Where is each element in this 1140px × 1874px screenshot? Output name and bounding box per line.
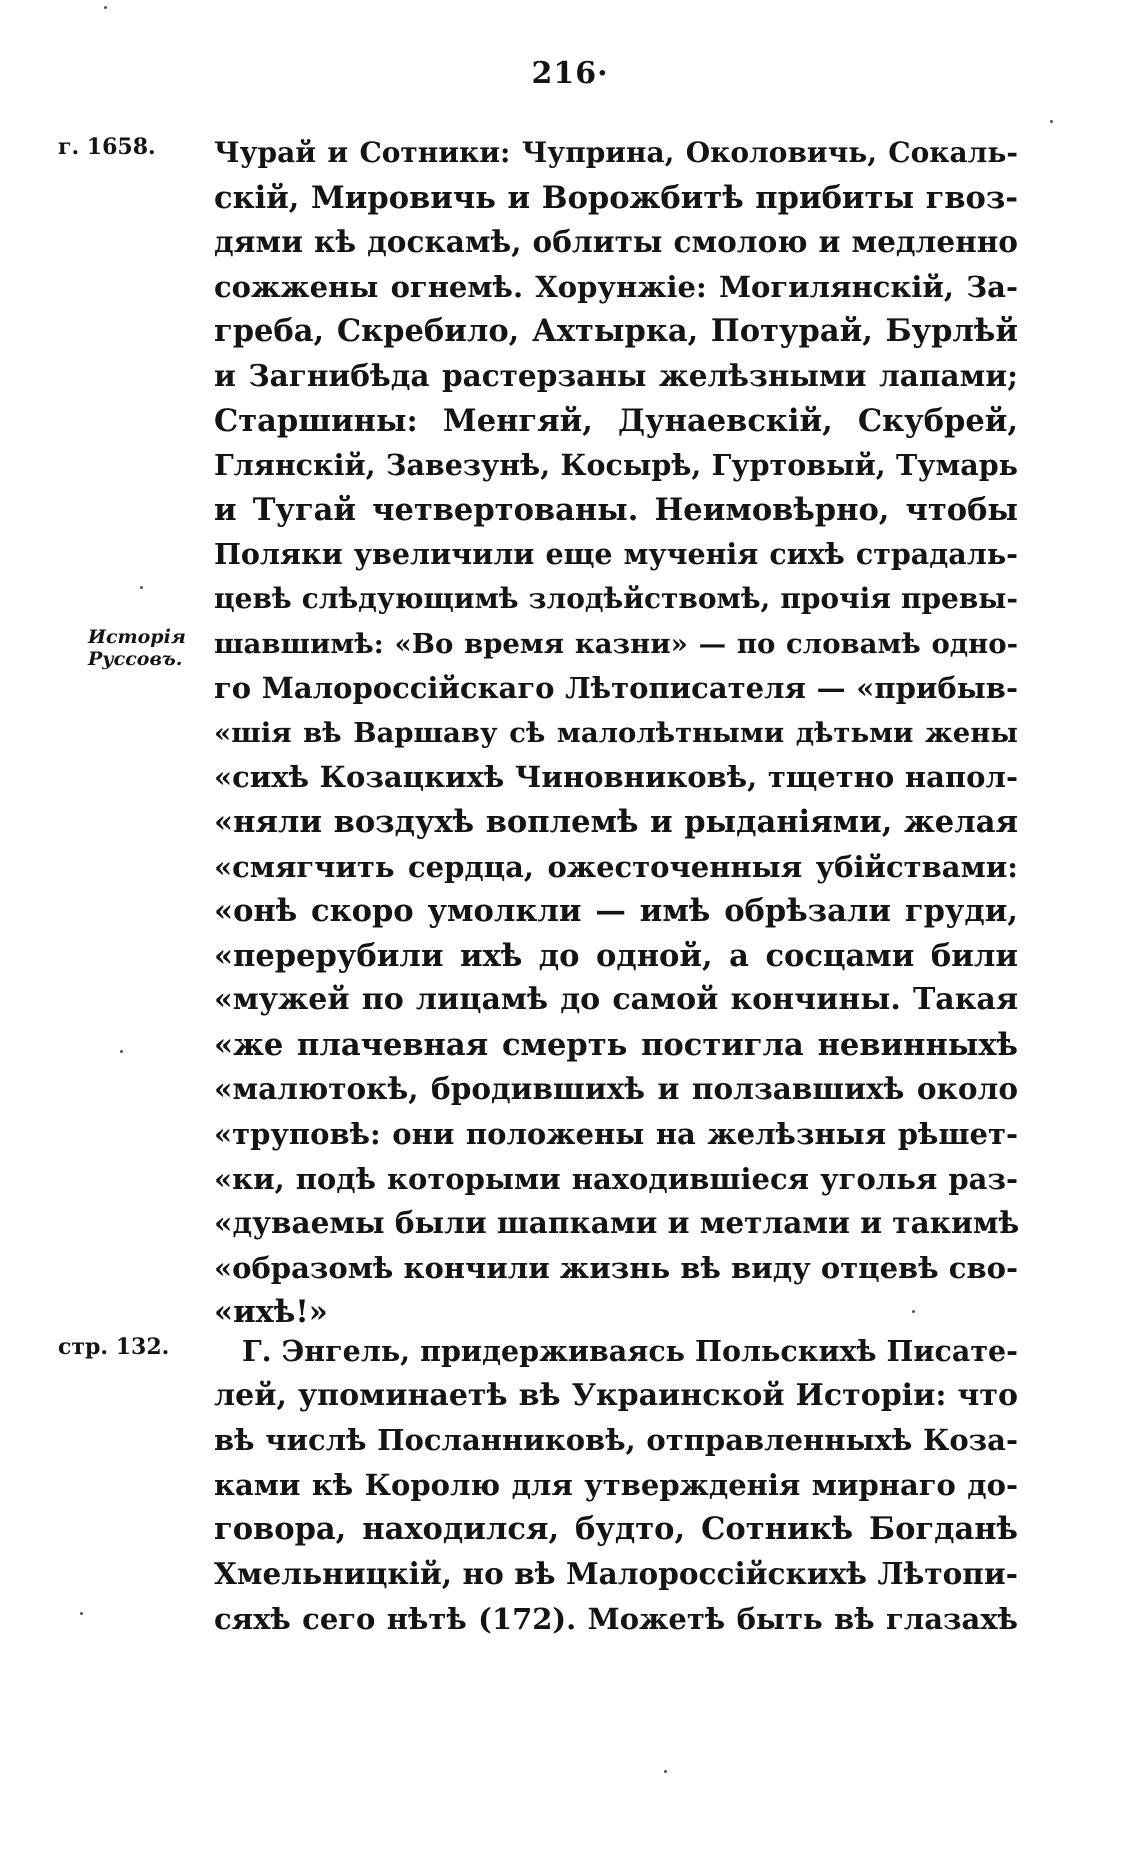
text-line: «образомѣ кончили жизнь вѣ виду отцевѣ сво- <box>214 1250 1018 1285</box>
text-line: цевѣ слѣдующимѣ злодѣйствомѣ, прочія превы- <box>214 581 1018 615</box>
margin-note-source-line: Исторія <box>88 626 186 648</box>
margin-note-source <box>88 626 186 670</box>
text-line: ками кѣ Королю для утвержденія мирнаго до- <box>214 1467 1018 1502</box>
text-line: «сихѣ Козацкихѣ Чиновниковѣ, тщетно напол- <box>214 760 1018 795</box>
margin-note-source-line: Руссовъ. <box>88 648 183 670</box>
text-line: го Малороссійскаго Лѣтописателя — «прибыв- <box>214 671 1018 706</box>
text-line: сяхѣ сего нѣтѣ (172). Можетѣ быть вѣ глазахѣ <box>214 1601 1018 1636</box>
paper-speck <box>912 1310 915 1313</box>
text-line: Хмельницкій, но вѣ Малороссійскихѣ Лѣтопи- <box>214 1555 1018 1591</box>
text-line: дями кѣ доскамѣ, облиты смолою и медленно <box>214 224 1018 260</box>
text-line: «смягчить сердца, ожесточенныя убійствами: <box>214 849 1018 884</box>
text-line: и Тугай четвертованы. Неимовѣрно, чтобы <box>214 491 1018 528</box>
text-line: сожжены огнемѣ. Хорунжіе: Могилянскій, За- <box>214 269 1018 304</box>
text-line: «мужей по лицамѣ до самой кончины. Такая <box>214 982 1018 1018</box>
paper-speck <box>664 1770 667 1773</box>
page-number: 216· <box>531 56 609 91</box>
paragraph-main <box>214 131 1018 1335</box>
paper-speck <box>80 1612 83 1615</box>
text-line: вѣ числѣ Посланниковѣ, отправленныхѣ Коза- <box>214 1423 1018 1458</box>
paper-speck <box>120 1050 123 1053</box>
text-line: «шія вѣ Варшаву сѣ малолѣтными дѣтьми жены <box>214 716 1018 749</box>
text-line: скій, Мировичь и Ворожбитѣ прибиты гвоз- <box>214 179 1018 216</box>
text-line: шавшимѣ: «Во время казни» — по словамѣ одно- <box>214 627 1018 660</box>
text-line: «ки, подѣ которыми находившіеся уголья раз- <box>214 1161 1018 1196</box>
text-line: «малютокѣ, бродившихѣ и ползавшихѣ около <box>214 1071 1018 1107</box>
text-line: «дуваемы были шапками и метлами и такимѣ <box>214 1205 1020 1241</box>
paper-speck <box>140 586 143 589</box>
paper-speck <box>104 6 107 9</box>
text-line: «няли воздухѣ воплемѣ и рыданіями, желая <box>214 803 1018 840</box>
text-line: «перерубили ихѣ до одной, а сосцами били <box>214 937 1018 974</box>
text-line: лей, упоминаетѣ вѣ Украинской Исторіи: что <box>214 1377 1018 1413</box>
text-line: Поляки увеличили еще мученія сихѣ страдаль- <box>214 537 1018 572</box>
text-line: Глянскій, Завезунѣ, Косырѣ, Гуртовый, Тумарь <box>214 448 1018 483</box>
margin-note-year: г. 1658. <box>58 134 156 160</box>
text-line: Г. Энгель, придерживаясь Польскихѣ Писате- <box>242 1334 1018 1368</box>
text-line: Чурай и Сотники: Чуприна, Околовичь, Сокаль- <box>214 136 1018 169</box>
paragraph-engel <box>214 1329 1018 1641</box>
margin-note-page-ref: стр. 132. <box>58 1334 170 1360</box>
text-line: говора, находился, будто, Сотникѣ Богданѣ <box>214 1511 1018 1548</box>
text-line: греба, Скребило, Ахтырка, Потурай, Бурлѣй <box>214 313 1018 350</box>
text-line: и Загнибѣда растерзаны желѣзными лапами; <box>214 357 1018 393</box>
paper-speck <box>1050 120 1053 123</box>
text-line: Старшины: Менгяй, Дунаевскій, Скубрей, <box>214 402 1018 439</box>
text-line: «онѣ скоро умолкли — имѣ обрѣзали груди, <box>214 893 1018 930</box>
text-line: «же плачевная смерть постигла невинныхѣ <box>214 1026 1018 1063</box>
text-line: «труповѣ: они положены на желѣзныя рѣшет- <box>214 1117 1018 1152</box>
text-line: «ихѣ!» <box>214 1294 328 1331</box>
